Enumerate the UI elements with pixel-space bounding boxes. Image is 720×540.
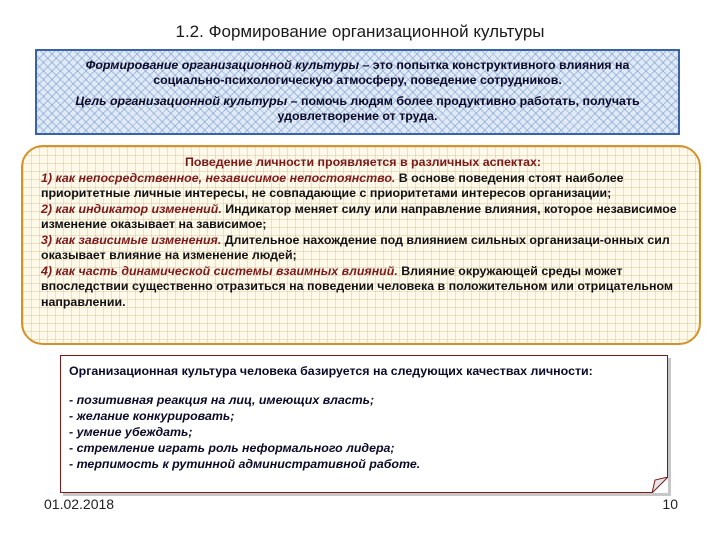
aspect-text: Влияние окружающей среды может впоследствии существенно отразиться на поведении человека в положительном или отрицательном направлении.	[41, 263, 674, 309]
aspect-lead: 4) как часть динамической системы взаимных влияний.	[41, 263, 398, 278]
goal-text: – помочь людям более продуктивно работать, получать удовлетворение от труда.	[277, 94, 640, 123]
aspect-item	[41, 171, 685, 202]
definition-text: – это попытка конструктивного влияния на социально-психологическую атмосферу, поведение сотрудников.	[153, 58, 630, 87]
aspect-lead: 2) как индикатор изменений.	[41, 201, 222, 216]
aspect-item	[41, 202, 685, 233]
definition-box	[35, 49, 680, 135]
aspect-text: Длительное нахождение под влиянием сильных организаци-онных сил оказывает влияние на изменение людей;	[41, 232, 670, 262]
personal-qualities-box	[60, 355, 668, 493]
goal-term: Цель организационной культуры	[75, 94, 288, 108]
footer-date: 01.02.2018	[44, 496, 115, 512]
aspect-text: В основе поведения стоят наиболее приоритетные личные интересы, не совпадающие с приоритетами интересов организации;	[41, 170, 624, 200]
aspect-lead: 1) как непосредственное, независимое непостоянство.	[41, 170, 396, 185]
aspect-item	[41, 264, 685, 311]
quality-item: - терпимость к рутинной административной работе.	[69, 457, 421, 471]
aspects-heading: Поведение личности проявляется в различных аспектах:	[184, 155, 542, 169]
aspect-text: Индикатор меняет силу или направление влияния, которое независимое изменение оказывает на зависимое;	[41, 201, 677, 231]
page-curl-icon	[652, 477, 668, 493]
aspect-item	[41, 233, 685, 264]
qualities-intro: Организационная культура человека базируется на следующих качествах личности:	[69, 364, 593, 378]
slide-title: 1.2. Формирование организационной культуры	[175, 22, 545, 41]
definition-paragraph	[57, 58, 658, 88]
goal-paragraph	[57, 94, 658, 124]
page-number: 10	[662, 496, 678, 512]
quality-item: - позитивная реакция на лиц, имеющих власть;	[69, 393, 375, 407]
qualities-list	[69, 392, 657, 472]
quality-item: - стремление играть роль неформального лидера;	[69, 441, 395, 455]
quality-item: - умение убеждать;	[69, 425, 193, 439]
definition-term: Формирование организационной культуры	[85, 58, 360, 72]
aspect-lead: 3) как зависимые изменения.	[41, 232, 222, 247]
behavior-aspects-box	[21, 145, 701, 345]
quality-item: - желание конкурировать;	[69, 409, 235, 423]
